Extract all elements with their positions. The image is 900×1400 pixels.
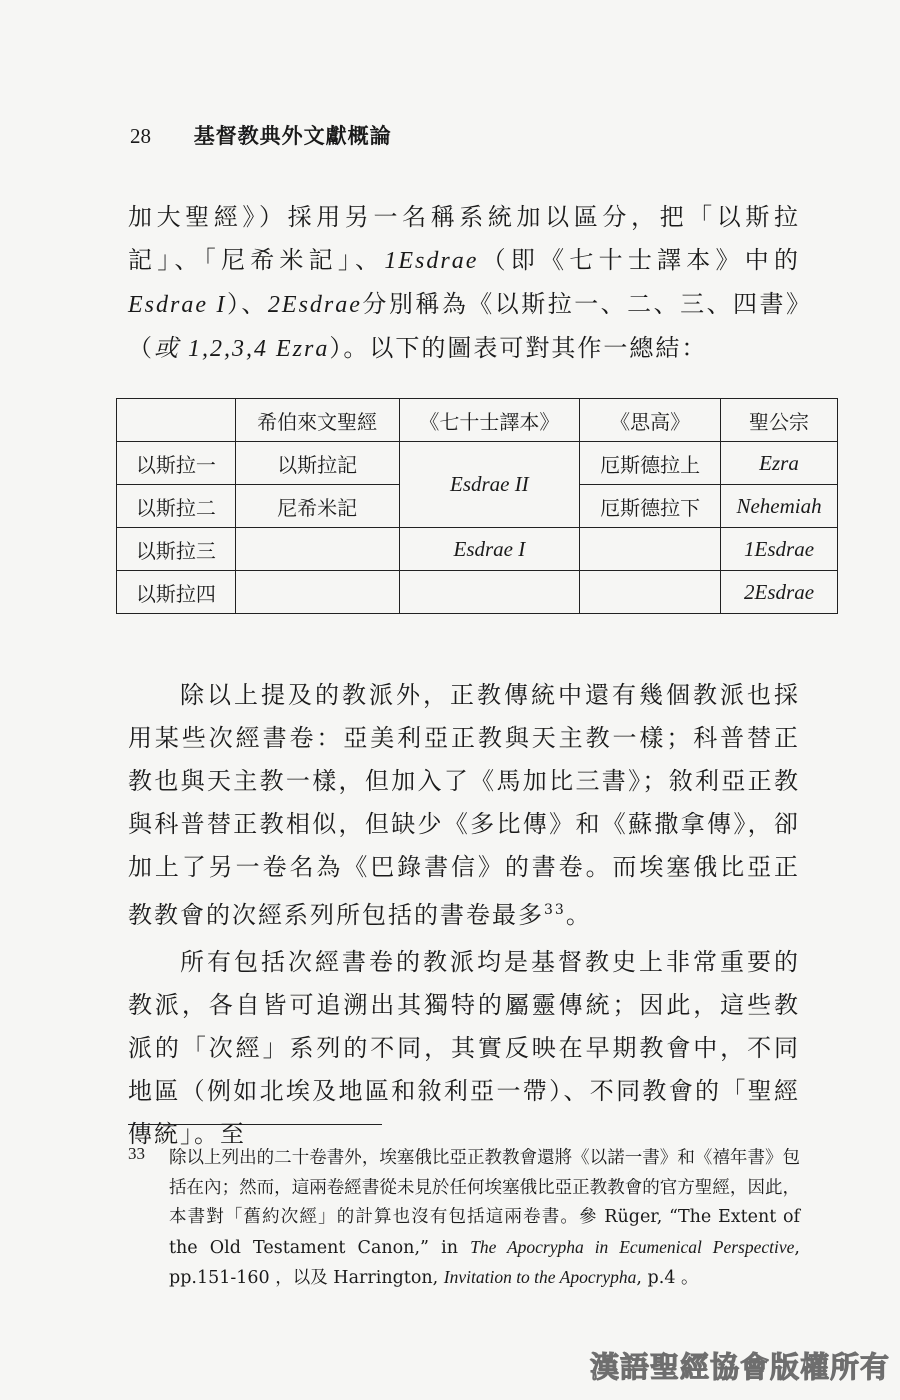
table-row — [117, 442, 838, 485]
footnote — [128, 1144, 800, 1294]
table-cell — [399, 571, 580, 614]
running-header — [130, 120, 392, 150]
footnote-ref[interactable]: 33 — [544, 902, 566, 918]
table-cell — [580, 571, 721, 614]
table-cell — [580, 528, 721, 571]
footnote-text: 除以上列出的二十卷書外，埃塞俄比亞正教教會還將《以諾一書》和《禧年書》包括在內；然而，這兩卷經書從未見於任何埃塞俄比亞正教教會的官方聖經，因此，本書對「舊約次經」的計算也沒有包括這兩卷書。參 Rüger, “The Extent of the Old Testament Canon,” in The Apocrypha in Ecumenical Perspective, pp.151-160 ，以及 Harrington, Invitation to the Apocrypha, p.4 。 — [169, 1148, 800, 1288]
footnote-divider — [128, 1124, 382, 1125]
table-cell: 以斯拉記 — [235, 442, 399, 485]
row-label: 以斯拉一 — [117, 442, 236, 485]
page-number: 28 — [130, 124, 151, 148]
header-cell: 《七十士譯本》 — [399, 399, 580, 442]
term-1esdrae: 1Esdrae — [384, 248, 479, 274]
row-label: 以斯拉四 — [117, 571, 236, 614]
book-title-italic: Invitation to the Apocrypha — [443, 1267, 637, 1287]
table-cell: 1Esdrae — [721, 528, 838, 571]
comparison-table — [116, 398, 838, 614]
table-cell: 2Esdrae — [721, 571, 838, 614]
term-esdrae-i: Esdrae I — [128, 292, 227, 318]
table-cell: Esdrae I — [399, 528, 580, 571]
header-cell — [117, 399, 236, 442]
header-cell: 希伯來文聖經 — [235, 399, 399, 442]
denominations-paragraph: 除以上提及的教派外，正教傳統中還有幾個教派也採用某些次經書卷：亞美利亞正教與天主教一樣；科普替正教也與天主教一樣，但加入了《馬加比三書》；敘利亞正教與科普替正教相似，但缺少《多比傳》和《蘇撒拿傳》，卻加上了另一卷名為《巴錄書信》的書卷。而埃塞俄比亞正教教會的次經系列所包括的書卷最多$^{33}$。 — [128, 681, 800, 929]
table-cell: 厄斯德拉下 — [580, 485, 721, 528]
table-cell-merged: Esdrae II — [399, 442, 580, 528]
table-row — [117, 571, 838, 614]
row-label: 以斯拉三 — [117, 528, 236, 571]
book-title: 基督教典外文獻概論 — [193, 124, 392, 148]
header-cell: 《思高》 — [580, 399, 721, 442]
book-title-italic: The Apocrypha in Ecumenical Perspective — [470, 1236, 795, 1257]
traditions-paragraph: 所有包括次經書卷的教派均是基督教史上非常重要的教派，各自皆可追溯出其獨特的屬靈傳統；因此，這些教派的「次經」系列的不同，其實反映在早期教會中，不同地區（例如北埃及地區和敘利亞一帶）、不同教會的「聖經傳統」。至 — [128, 948, 800, 1148]
header-cell: 聖公宗 — [721, 399, 838, 442]
table-cell: Ezra — [721, 442, 838, 485]
row-label: 以斯拉二 — [117, 485, 236, 528]
footnote-number: 33 — [128, 1144, 145, 1163]
term-2esdrae: 2Esdrae — [267, 292, 362, 318]
copyright-watermark: 漢語聖經協會版權所有 — [589, 1350, 890, 1384]
table-cell — [235, 571, 399, 614]
table-cell: 尼希米記 — [235, 485, 399, 528]
table-header-row — [117, 399, 838, 442]
table-cell — [235, 528, 399, 571]
term-ezra-numbers: 或 1,2,3,4 Ezra — [154, 336, 330, 362]
body-text — [128, 674, 800, 1156]
intro-paragraph: 加大聖經》）採用另一名稱系統加以區分，把「以斯拉記」、「尼希米記」、1Esdrae（即《七十士譯本》中的Esdrae I）、2Esdrae分別稱為《以斯拉一、二、三、四書》（或 1,2,3,4 Ezra）。以下的圖表可對其作一總結： — [128, 203, 801, 362]
table-cell: 厄斯德拉上 — [580, 442, 721, 485]
table-row — [117, 528, 838, 571]
table-cell: Nehemiah — [721, 485, 838, 528]
